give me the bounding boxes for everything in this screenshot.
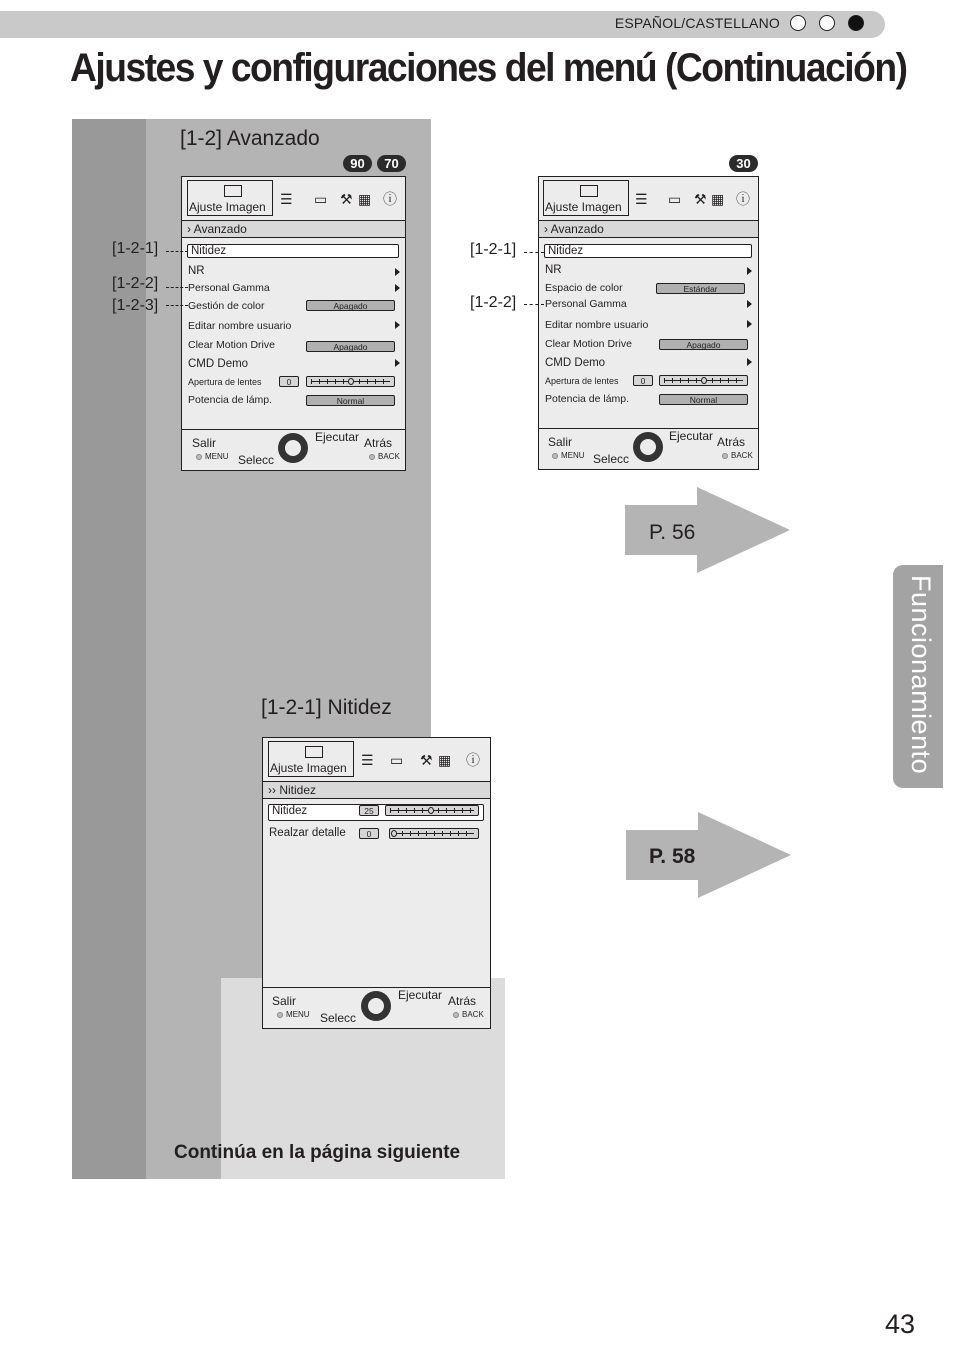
menu-item-editar-nombre[interactable]: Editar nombre usuario: [188, 320, 292, 332]
footer-back: BACK: [462, 1010, 484, 1019]
nitidez-label: Nitidez: [272, 805, 308, 817]
language-label: ESPAÑOL/CASTELLANO: [614, 15, 780, 31]
submenu-arrow-icon: [747, 358, 752, 366]
value-clear-motion-drive[interactable]: Apagado: [306, 341, 395, 352]
submenu-arrow-icon: [747, 267, 752, 275]
language-indicator-1: [790, 15, 806, 31]
menu-panel-avanzado-90-70: [181, 176, 406, 471]
footer-ejecutar: Ejecutar: [669, 429, 714, 443]
callout-leader: [166, 251, 188, 252]
callout-leader: [166, 287, 188, 288]
menu-item-realzar-detalle[interactable]: Realzar detalle: [269, 827, 346, 839]
nitidez-slider[interactable]: [385, 805, 479, 816]
submenu-arrow-icon: [395, 284, 400, 292]
slider-knob[interactable]: [348, 378, 354, 385]
menu-panel-nitidez: [262, 737, 491, 1029]
page-number: 43: [885, 1309, 916, 1339]
menu-item-cmd-demo[interactable]: CMD Demo: [545, 357, 606, 369]
tab-ajuste-imagen[interactable]: [187, 180, 273, 216]
display-icon[interactable]: ▦: [358, 191, 372, 207]
footer-menu: MENU: [286, 1010, 310, 1019]
menu-item-clear-motion-drive[interactable]: Clear Motion Drive: [188, 339, 275, 351]
callout-leader: [166, 305, 188, 306]
footer-atras: Atrás: [448, 994, 477, 1008]
value-potencia-lamp[interactable]: Normal: [306, 395, 395, 406]
realzar-detalle-slider[interactable]: [389, 828, 479, 839]
picture-icon: [580, 185, 598, 197]
adjust-icon[interactable]: ☰: [280, 191, 293, 207]
menu-icon-row: [539, 177, 758, 221]
dial-icon: [361, 991, 391, 1021]
menu-item-nitidez[interactable]: Nitidez: [544, 244, 752, 258]
footer-atras: Atrás: [717, 435, 746, 449]
model-badge-90: 90: [343, 155, 372, 172]
submenu-arrow-icon: [395, 321, 400, 329]
menu-button-icon: [196, 454, 202, 460]
footer-salir: Salir: [548, 435, 573, 449]
footer-ejecutar: Ejecutar: [398, 988, 443, 1002]
menu-icon-row: [263, 738, 490, 782]
info-icon[interactable]: ⓘ: [466, 752, 480, 768]
menu-item-espacio-color[interactable]: Espacio de color: [545, 282, 623, 294]
info-icon[interactable]: ⓘ: [736, 191, 750, 207]
back-button-icon: [453, 1012, 459, 1018]
slider-knob[interactable]: [428, 807, 434, 814]
menu-item-potencia-lamp[interactable]: Potencia de lámp.: [188, 394, 273, 406]
submenu-arrow-icon: [747, 320, 752, 328]
footer-ejecutar: Ejecutar: [315, 430, 360, 444]
language-indicator-2: [819, 15, 835, 31]
submenu-arrow-icon: [395, 359, 400, 367]
input-icon[interactable]: ▭: [390, 752, 404, 768]
reference-arrow-p58: [626, 812, 791, 898]
menu-item-apertura[interactable]: Apertura de lentes: [188, 377, 262, 387]
value-potencia-lamp[interactable]: Normal: [659, 394, 748, 405]
reference-label-p58: P. 58: [649, 845, 696, 868]
tab-ajuste-imagen[interactable]: [268, 741, 354, 777]
dial-icon: [278, 433, 308, 463]
footer-salir: Salir: [272, 994, 297, 1008]
footer-salir: Salir: [192, 436, 217, 450]
value-gestion-color[interactable]: Apagado: [306, 300, 395, 311]
picture-icon: [305, 746, 323, 758]
value-realzar-detalle: 0: [359, 828, 379, 839]
breadcrumb: ›› Nitidez: [263, 782, 490, 799]
menu-item-personal-gamma[interactable]: Personal Gamma: [545, 298, 627, 310]
continued-note: Continúa en la página siguiente: [174, 1142, 461, 1163]
wrench-icon[interactable]: ⚒: [340, 191, 353, 207]
value-clear-motion-drive[interactable]: Apagado: [659, 339, 748, 350]
input-icon[interactable]: ▭: [668, 191, 682, 207]
value-apertura: 0: [633, 375, 653, 386]
tab-label: Ajuste Imagen: [189, 200, 266, 214]
reference-label-p56: P. 56: [649, 521, 696, 544]
display-icon[interactable]: ▦: [438, 752, 452, 768]
language-indicator-3: [848, 15, 864, 31]
breadcrumb: › Avanzado: [182, 221, 405, 238]
slider-knob[interactable]: [391, 830, 397, 837]
tab-label: Ajuste Imagen: [270, 761, 347, 775]
submenu-arrow-icon: [395, 268, 400, 276]
wrench-icon[interactable]: ⚒: [420, 752, 433, 768]
menu-item-potencia-lamp[interactable]: Potencia de lámp.: [545, 393, 630, 405]
value-nitidez: 25: [359, 805, 379, 816]
model-badge-70: 70: [377, 155, 406, 172]
dial-icon: [633, 432, 663, 462]
footer-menu: MENU: [205, 452, 229, 461]
side-tab-label: Funcionamiento: [906, 575, 936, 775]
footer-back: BACK: [378, 452, 400, 461]
page-title: Ajustes y configuraciones del menú (Continuación): [70, 46, 907, 90]
menu-panel-avanzado-30: [538, 176, 759, 470]
footer-atras: Atrás: [364, 436, 393, 450]
adjust-icon[interactable]: ☰: [635, 191, 648, 207]
menu-item-clear-motion-drive[interactable]: Clear Motion Drive: [545, 338, 632, 350]
section-title-avanzado: [1-2] Avanzado: [180, 127, 320, 150]
menu-footer: [539, 428, 758, 469]
footer-menu: MENU: [561, 451, 585, 460]
menu-item-personal-gamma[interactable]: Personal Gamma: [188, 282, 270, 294]
info-icon[interactable]: ⓘ: [383, 191, 397, 207]
back-button-icon: [369, 454, 375, 460]
reference-arrow-p56: [625, 487, 790, 573]
callout-leader: [524, 252, 544, 253]
tab-label: Ajuste Imagen: [545, 200, 622, 214]
footer-back: BACK: [731, 451, 753, 460]
picture-icon: [224, 185, 242, 197]
menu-item-cmd-demo[interactable]: CMD Demo: [188, 358, 249, 370]
apertura-slider[interactable]: [306, 376, 395, 387]
callout-1-2-1: [1-2-1]: [470, 241, 517, 258]
menu-item-gestion-color[interactable]: Gestión de color: [188, 300, 265, 312]
section-title-nitidez: [1-2-1] Nitidez: [261, 696, 392, 719]
model-badge-30: 30: [729, 155, 758, 172]
menu-item-nr[interactable]: NR: [188, 265, 205, 277]
menu-item-apertura[interactable]: Apertura de lentes: [545, 376, 619, 386]
menu-footer: [263, 987, 490, 1028]
value-apertura: 0: [279, 376, 299, 387]
back-button-icon: [722, 453, 728, 459]
menu-item-nr[interactable]: NR: [545, 264, 562, 276]
breadcrumb: › Avanzado: [539, 221, 758, 238]
menu-button-icon: [277, 1012, 283, 1018]
menu-footer: [182, 429, 405, 470]
callout-1-2-2: [1-2-2]: [470, 294, 517, 311]
submenu-arrow-icon: [747, 300, 752, 308]
menu-button-icon: [552, 453, 558, 459]
footer-selecc: Selecc: [238, 453, 275, 467]
slider-knob[interactable]: [701, 377, 707, 384]
footer-selecc: Selecc: [320, 1011, 357, 1025]
tab-ajuste-imagen[interactable]: [543, 180, 629, 216]
input-icon[interactable]: ▭: [314, 191, 328, 207]
footer-selecc: Selecc: [593, 452, 630, 466]
menu-item-editar-nombre[interactable]: Editar nombre usuario: [545, 319, 649, 331]
callout-1-2-2: [1-2-2]: [112, 275, 159, 292]
adjust-icon[interactable]: ☰: [361, 752, 374, 768]
callout-leader: [524, 304, 544, 305]
callout-1-2-3: [1-2-3]: [112, 297, 159, 314]
display-icon[interactable]: ▦: [711, 191, 725, 207]
apertura-slider[interactable]: [659, 375, 748, 386]
wrench-icon[interactable]: ⚒: [694, 191, 707, 207]
callout-1-2-1: [1-2-1]: [112, 240, 159, 257]
menu-icon-row: [182, 177, 405, 221]
value-espacio-color[interactable]: Estándar: [656, 283, 745, 294]
menu-item-nitidez[interactable]: Nitidez: [187, 244, 399, 258]
